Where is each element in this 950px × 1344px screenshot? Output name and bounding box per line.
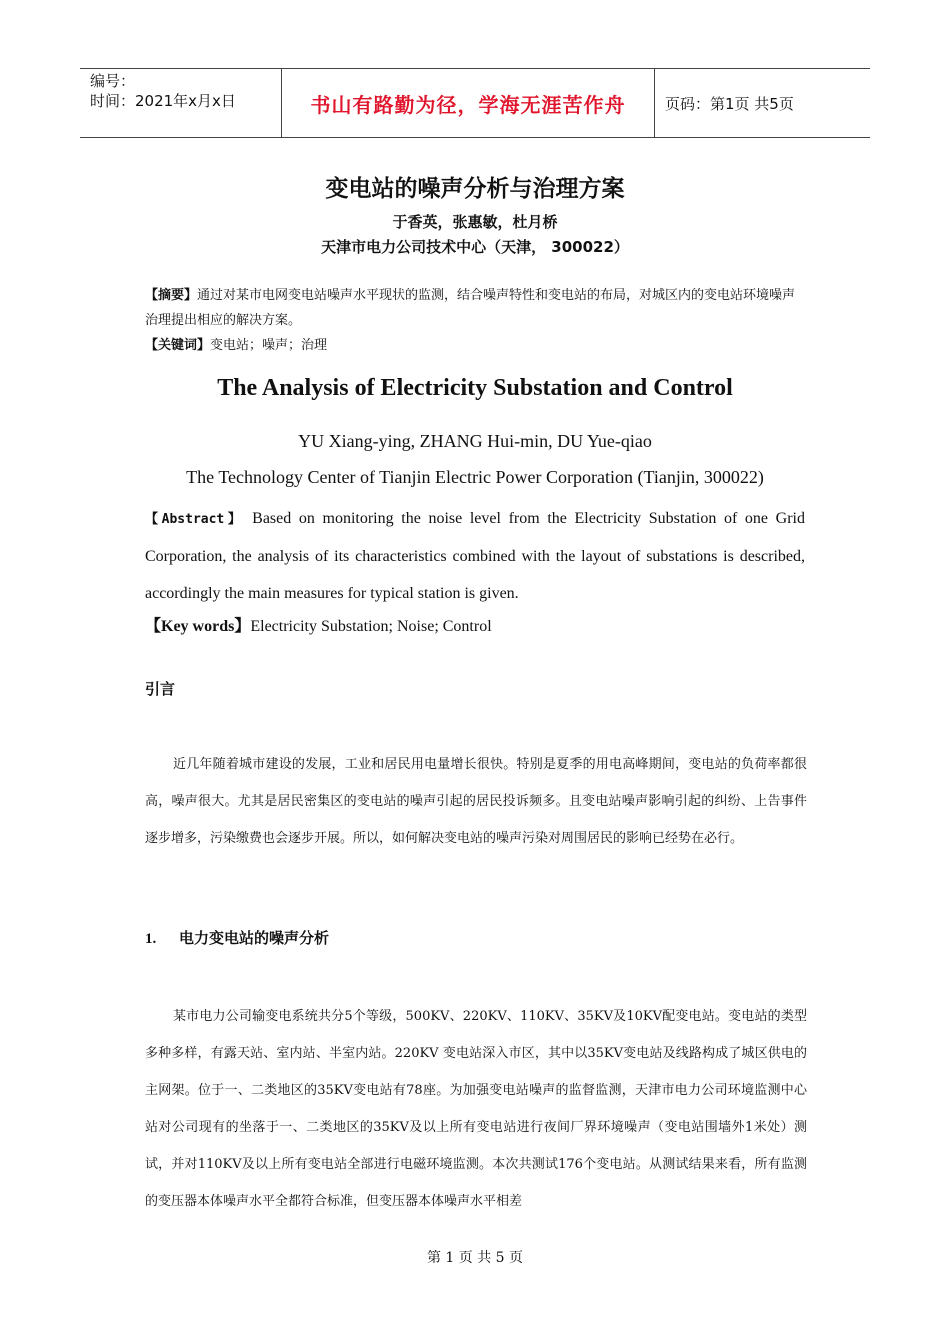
document-number: 编号： (90, 72, 136, 90)
abstract-english (145, 500, 805, 612)
keywords-chinese (145, 334, 327, 353)
keywords-label-chinese: 【关键词】 (145, 338, 211, 353)
keywords-english (145, 613, 492, 636)
abstract-chinese (145, 283, 807, 333)
abstract-text-chinese: 通过对某市电网变电站噪声水平现状的监测，结合噪声特性和变电站的布局，对城区内的变电站环境噪声治理提出相应的解决方案。 (145, 288, 796, 328)
paragraph-intro: 近几年随着城市建设的发展，工业和居民用电量增长很快。特别是夏季的用电高峰期间，变电站的负荷率都很高，噪声很大。尤其是居民密集区的变电站的噪声引起的居民投诉频多。且变电站噪声影响引起的纠纷、上告事件逐步增多，污染缴费也会逐步开展。所以，如何解决变电站的噪声污染对周围居民的影响已经势在必行。 (145, 757, 807, 846)
affiliation-chinese: 天津市电力公司技术中心（天津， 300022） (321, 238, 629, 256)
authors-chinese: 于香英，张惠敏，杜月桥 (392, 213, 558, 231)
keywords-text-english: Electricity Substation; Noise; Control (250, 618, 492, 635)
paragraph-section-1: 某市电力公司输变电系统共分5个等级，500KV、220KV、110KV、35KV及10KV配变电站。变电站的类型多种多样，有露天站、室内站、半室内站。220KV 变电站深入市区，其中以35KV变电站及线路构成了城区供电的主网架。位于一、二类地区的35KV变电站有78座。为加强变电站噪声的监督监测，天津市电力公司环境监测中心站对公司现有的坐落于一、二类地区的35KV及以上所有变电站进行夜间厂界环境噪声（变电站围墙外1米处）测试，并对110KV及以上所有变电站全部进行电磁环境监测。本次共测试176个变电站。从测试结果来看，所有监测的变压器本体噪声水平全都符合标准，但变压器本体噪声水平相差 (145, 1009, 807, 1209)
abstract-label-english: 【Abstract】 (145, 512, 245, 527)
title-chinese: 变电站的噪声分析与治理方案 (325, 176, 625, 202)
affiliation-english: The Technology Center of Tianjin Electric Power Corporation (Tianjin, 300022) (186, 467, 764, 487)
section-heading-1 (145, 927, 329, 948)
abstract-text-english: Based on monitoring the noise level from the Electricity Substation of one Grid Corporation, the analysis of its characteristics combined with the layout of substations is described, accordingly the main measures for typical station is given. (145, 510, 805, 602)
keywords-text-chinese: 变电站；噪声；治理 (210, 338, 328, 353)
keywords-label-english: 【Key words】 (145, 618, 251, 635)
abstract-label-chinese: 【摘要】 (145, 288, 198, 303)
page-footer: 第 1 页 共 5 页 (426, 1250, 524, 1266)
authors-english: YU Xiang-ying, ZHANG Hui-min, DU Yue-qiao (298, 431, 652, 451)
header-meta (90, 71, 236, 111)
document-date: 时间：2021年x月x日 (90, 92, 236, 110)
header-divider (654, 69, 655, 137)
title-english: The Analysis of Electricity Substation and Control (217, 375, 733, 401)
header-motto: 书山有路勤为径，学海无涯苦作舟 (310, 93, 626, 117)
header-table (80, 68, 870, 138)
header-page-number: 页码：第1页 共5页 (665, 95, 794, 113)
section-title: 电力变电站的噪声分析 (179, 929, 330, 947)
section-number: 1. (145, 931, 157, 947)
section-heading-intro: 引言 (145, 680, 176, 698)
